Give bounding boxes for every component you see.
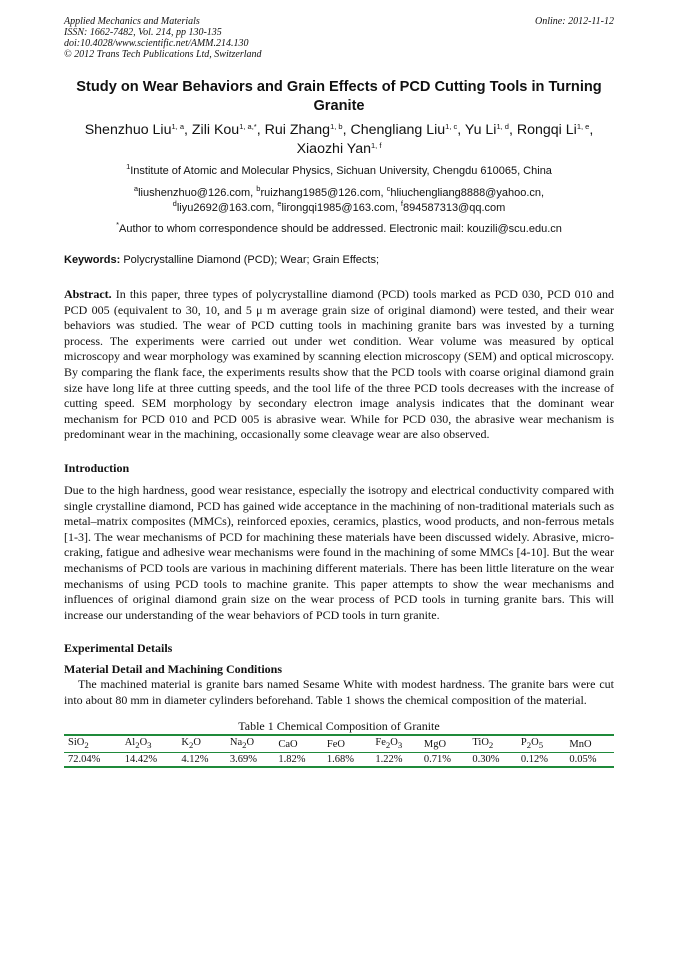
formula-sub: 2 <box>135 740 140 751</box>
email-address: lirongqi1985@163.com <box>281 202 395 214</box>
table-caption: Table 1 Chemical Composition of Granite <box>238 719 440 734</box>
keywords-text: Polycrystalline Diamond (PCD); Wear; Grain Effects; <box>123 254 380 266</box>
table-value-cell: 1.22% <box>371 752 420 767</box>
formula-tail: O <box>531 737 539 749</box>
table-value-cell: 14.42% <box>121 752 178 767</box>
abstract <box>64 287 614 443</box>
author-affil-sup: 1, a,* <box>239 122 257 131</box>
author-list: Shenzhuo Liu$^{1, a}$, Zili Kou$^{1, a,*}$, Rui Zhang$^{1, b}$, Chengliang Liu$^{1, c}$, Yu Li$^{1, d}$, Rongqi Li$^{1, e}$, Xiaozhi Yan$^{1, f}$ <box>84 122 594 157</box>
formula-tail: O <box>246 737 255 749</box>
formula-base: MgO <box>423 738 447 750</box>
email-address: 894587313@qq.com <box>403 202 506 214</box>
formula-tail: O <box>193 737 201 749</box>
affiliation-text: Institute of Atomic and Molecular Physics, Sichuan University, Chengdu 610065, China <box>130 165 552 177</box>
table-value-cell: 0.71% <box>420 752 469 767</box>
table-header-cell <box>468 735 517 752</box>
email-sup: c <box>386 184 391 193</box>
table-value-cell: 0.30% <box>468 752 517 767</box>
journal-copyright: © 2012 Trans Tech Publications Ltd, Switzerland <box>64 49 262 60</box>
author <box>350 122 457 138</box>
introduction-paragraph: Due to the high hardness, good wear resistance, especially the isotropy and electrical conductivity compared with single crystalline diamond, PCD has gained wide acceptance in the machining of non-traditional materials such as metal–matrix composites (MMCs), reinforced epoxies, ceramics, plastics, wood products, and non-ferrous metals [1-3]. The wear mechanisms of PCD for machining these materials have been discussed widely. Abrasive, micro-craking, fatigue and adhesive wear mechanisms were found in the machining of some MMCs [4-10]. But the wear mechanisms of PCD tools are various in machining different materials. There has been little literature on the wear mechanisms of using PCD tools to machine granite. This paper attempts to show the wear mechanisms and influences of original diamond grain size on the wear process of PCD tools in turning granite bars. This will increase our understanding of the wear behaviors of PCD tools in turn granite. <box>64 482 614 622</box>
author-email <box>172 199 272 214</box>
table-value-cell: 1.68% <box>323 752 372 767</box>
table-header-cell <box>274 735 323 752</box>
formula-base: K <box>181 737 189 749</box>
journal-header <box>64 16 614 60</box>
online-date: Online: 2012-11-12 <box>535 16 614 27</box>
formula-sub: 2 <box>188 740 194 751</box>
formula-base: SiO <box>68 737 85 749</box>
author-name: Xiaozhi Yan <box>296 141 371 157</box>
table-header-cell <box>64 735 121 752</box>
journal-doi: doi:10.4028/www.scientific.net/AMM.214.130 <box>64 38 249 49</box>
keywords-label: Keywords: <box>64 254 121 266</box>
author-name: Zili Kou <box>191 122 240 138</box>
table-value-cell: 0.05% <box>565 752 614 767</box>
email-address: hliuchengliang8888@yahoo.cn <box>390 187 541 199</box>
formula-base: CaO <box>278 738 298 750</box>
formula-base: Al <box>124 737 136 749</box>
table-header-cell <box>517 735 566 752</box>
section-heading-experimental: Experimental Details <box>64 641 173 656</box>
author-email <box>277 199 395 214</box>
author <box>192 122 257 138</box>
journal-issn: ISSN: 1662-7482, Vol. 214, pp 130-135 <box>64 27 222 38</box>
formula-sub: 2 <box>385 740 391 751</box>
author-affil-sup: 1, f <box>370 141 382 150</box>
affiliation <box>64 164 614 178</box>
table-value-cell: 0.12% <box>517 752 566 767</box>
formula-sub: 2 <box>488 740 494 751</box>
email-address: ruizhang1985@126.com <box>260 187 381 199</box>
table-header-cell <box>226 735 275 752</box>
table-header-cell <box>371 735 420 752</box>
author <box>297 141 382 157</box>
author <box>517 122 589 138</box>
formula-base: Na <box>229 737 243 749</box>
table-header-cell <box>323 735 372 752</box>
email-sup: d <box>172 199 177 208</box>
table-header-cell <box>177 735 226 752</box>
author-email <box>400 199 506 214</box>
formula-sub: 5 <box>538 740 544 751</box>
formula-sub: 2 <box>526 740 532 751</box>
table-header-cell <box>420 735 469 752</box>
author-affil-sup: 1, b <box>330 122 343 131</box>
author-affil-sup: 1, a <box>171 122 184 131</box>
affiliation-sup: 1 <box>126 162 131 171</box>
author-affil-sup: 1, d <box>496 122 509 131</box>
email-sup: f <box>400 199 403 208</box>
formula-base: Fe <box>375 737 386 749</box>
correspondence-text: Author to whom correspondence should be addressed. Electronic mail: kouzili@scu.edu.cn <box>119 223 562 235</box>
formula-base: TiO <box>472 737 489 749</box>
journal-info <box>64 16 262 60</box>
formula-sub: 2 <box>84 740 89 751</box>
author <box>465 122 509 138</box>
author-name: Shenzhuo Liu <box>84 122 172 138</box>
formula-sub: 3 <box>397 740 403 751</box>
author-name: Yu Li <box>464 122 497 138</box>
formula-base: P <box>520 737 527 749</box>
formula-tail: O <box>139 737 148 749</box>
journal-name: Applied Mechanics and Materials <box>64 16 200 27</box>
formula-base: MnO <box>569 738 592 750</box>
author <box>265 122 343 138</box>
paper-title: Study on Wear Behaviors and Grain Effects of PCD Cutting Tools in Turning Granite <box>76 79 602 114</box>
author <box>85 122 184 138</box>
abstract-text: In this paper, three types of polycrystalline diamond (PCD) tools marked as PCD 030, PCD 010 and PCD 005 (equivalent to 30, 10, and 5 μ m average grain size of original diamond) were tested, and their wear behaviors was studied. The wear of PCD cutting tools in machining granite bars was invested by a turning process. The experiments were carried out under wet condition. Wear volume was measured by optical microscopy and wear morphology was examined by scanning election microscopy (SEM) and optical microscopy. By comparing the flank face, the experiments results show that the PCD tools with coarse original diamond grain size have long life at three cutting speeds, and the tool life of the three PCD tools decreases with the increase of cutting speed. SEM morphology by secondary electron image analysis indicates that the dominant wear mechanism for PCD 010 and PCD 005 is abrasive wear. While for PCD 030, the abrasive wear mechanism is predominant wear in the machining, occasionally some cleavage wear are also observed. <box>64 287 614 442</box>
table-value-cell: 1.82% <box>274 752 323 767</box>
formula-sub: 3 <box>147 740 152 751</box>
table-value-cell: 3.69% <box>226 752 275 767</box>
chemical-composition-table <box>64 734 614 767</box>
table-value-row <box>64 752 614 767</box>
keywords <box>64 253 614 267</box>
author-email <box>133 184 251 199</box>
email-sup: a <box>133 184 139 193</box>
author-email <box>386 184 541 199</box>
section-heading-introduction: Introduction <box>64 460 130 475</box>
table-value-cell: 72.04% <box>64 752 121 767</box>
email-sup: b <box>256 184 261 193</box>
table-value-cell: 4.12% <box>177 752 226 767</box>
email-address: liyu2692@163.com <box>176 202 272 214</box>
author-name: Rui Zhang <box>264 122 331 138</box>
material-paragraph: The machined material is granite bars named Sesame White with modest hardness. The granite bars were cut into about 80 mm in diameter cylinders beforehand. Table 1 shows the chemical composition of the material. <box>64 677 614 707</box>
table-header-row <box>64 735 614 752</box>
formula-base: FeO <box>326 738 345 750</box>
abstract-label: Abstract. <box>64 287 112 301</box>
email-address: liushenzhuo@126.com <box>138 187 251 199</box>
author-name: Chengliang Liu <box>350 122 446 138</box>
formula-tail: O <box>390 737 398 749</box>
formula-sub: 2 <box>242 740 247 751</box>
author-email <box>256 184 381 199</box>
author-emails: $^a$liushenzhuo@126.com, $^b$ruizhang1985@126.com, $^c$hliuchengliang8888@yahoo.cn, $^d$liyu2692@163.com, $^e$lirongqi1985@163.com, $^f$894587313@qq.com <box>133 184 545 214</box>
table-header-cell <box>121 735 178 752</box>
table-header-cell <box>565 735 614 752</box>
paper-page <box>64 16 614 768</box>
author-affil-sup: 1, e <box>576 122 590 131</box>
subsection-heading-material: Material Detail and Machining Conditions <box>64 662 283 677</box>
email-sup: e <box>277 199 282 208</box>
correspondence-sup: * <box>116 220 120 229</box>
correspondence-note <box>64 222 614 236</box>
author-name: Rongqi Li <box>516 122 577 138</box>
author-affil-sup: 1, c <box>445 122 458 131</box>
